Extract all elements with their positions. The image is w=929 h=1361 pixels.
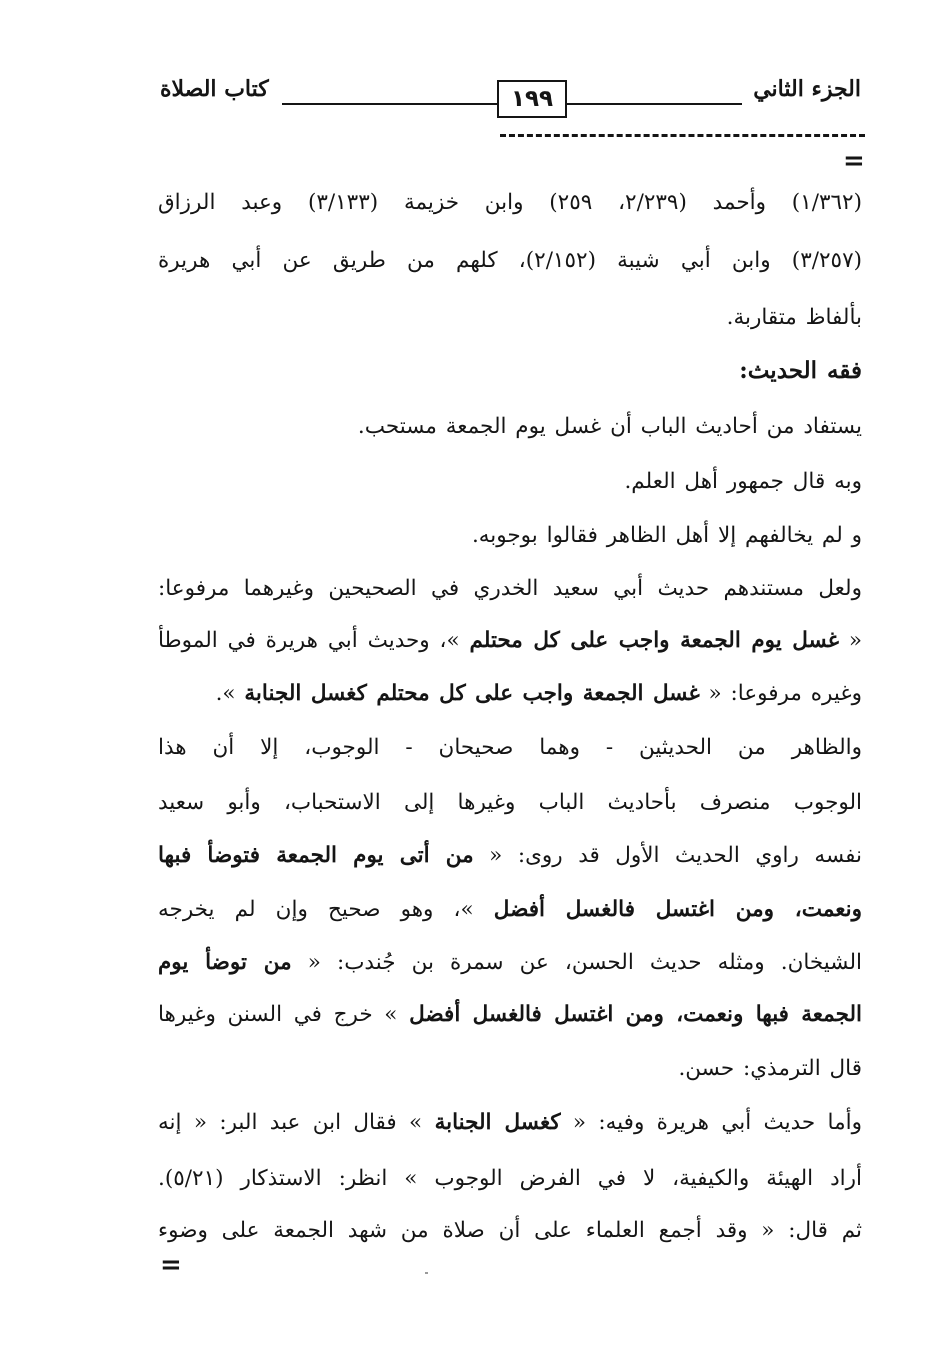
text-line-3: [727, 301, 862, 335]
continuation-mark-bottom: =: [160, 1250, 182, 1280]
text-run: «: [838, 628, 862, 653]
section-heading: [739, 354, 862, 388]
page-number: ١٩٩: [497, 80, 567, 118]
header-rule-left: [282, 103, 497, 105]
text-run: وأما حديث أبي هريرة وفيه: «: [560, 1110, 862, 1135]
text-line-11: [158, 731, 862, 765]
text-run: و لم يخالفهم إلا أهل الظاهر فقالوا بوجوبه.: [471, 523, 862, 548]
text-run: (١/٣٦٢) وأحمد (٢/٢٣٩، ٢٥٩) وابن خزيمة (٣/١٣٣) وعبد الرزاق: [158, 190, 862, 215]
text-run: ولعل مستندهم حديث أبي سعيد الخدري في الصحيحين وغيرهما مرفوعا:: [158, 576, 862, 601]
text-run: بألفاظ متقاربة.: [726, 305, 862, 330]
text-run: »، وهو صحيح وإن لم يخرجه: [158, 897, 494, 922]
text-line-8: [158, 572, 862, 606]
text-run: والظاهر من الحديثين - وهما صحيحان - الوجوب، إلا أن هذا: [158, 735, 862, 760]
text-run: »، وحديث أبي هريرة في الموطأ: [158, 628, 470, 653]
text-run: ثم قال: « وقد أجمع العلماء على أن صلاة من شهد الجمعة على وضوء: [158, 1218, 862, 1243]
text-line-2: [158, 244, 862, 278]
hadith-quote: ونعمت، ومن اغتسل فالغسل أفضل: [493, 897, 862, 922]
text-run: يستفاد من أحاديث الباب أن غسل يوم الجمعة مستحب.: [357, 414, 862, 439]
text-line-18: [158, 1106, 862, 1140]
text-line-9: [158, 624, 862, 658]
text-line-16: [158, 998, 862, 1032]
hadith-quote: غسل يوم الجمعة واجب على كل محتلم: [469, 628, 839, 653]
text-run: » فقال ابن عبد البر: « إنه: [158, 1110, 435, 1135]
scan-speck: [425, 1272, 428, 1274]
text-line-13: [158, 839, 862, 873]
running-header-book: كتاب الصلاة: [160, 76, 269, 102]
continuation-mark-top: =: [843, 146, 865, 176]
text-line-20: [158, 1214, 862, 1248]
hadith-quote: الجمعة فبها ونعمت، ومن اغتسل فالغسل أفضل: [409, 1002, 862, 1027]
text-line-17: [678, 1052, 862, 1086]
text-line-14: [158, 893, 862, 927]
text-line-5: [358, 410, 862, 444]
hadith-quote: غسل الجمعة واجب على كل محتلم كغسل الجنابة: [244, 681, 700, 706]
text-run: الوجوب منصرف بأحاديث الباب وغيرها إلى الاستحباب، وأبو سعيد: [158, 790, 862, 815]
text-line-1: [158, 186, 862, 220]
text-run: قال الترمذي: حسن.: [678, 1056, 862, 1081]
text-run: نفسه راوي الحديث الأول قد روى: «: [473, 843, 862, 868]
text-run: ».: [215, 681, 245, 706]
text-line-19: [158, 1162, 862, 1196]
text-line-12: [158, 786, 862, 820]
text-line-6: [624, 465, 862, 499]
text-run: وبه قال جمهور أهل العلم.: [624, 469, 862, 494]
running-header-part: الجزء الثاني: [753, 76, 861, 102]
text-run: الشيخان. ومثله حديث الحسن، عن سمرة بن جُندب: «: [291, 950, 862, 975]
text-run: » خرج في السنن وغيرها: [158, 1002, 410, 1027]
header-rule-right: [567, 103, 742, 105]
text-line-15: [158, 946, 862, 980]
text-run: (٣/٢٥٧) وابن أبي شيبة (٢/١٥٢)، كلهم من طريق عن أبي هريرة: [158, 248, 863, 273]
text-line-7: [472, 519, 862, 553]
text-run: أراد الهيئة والكيفية، لا في الفرض الوجوب » انظر: الاستذكار (٥/٢١).: [158, 1166, 862, 1191]
hadith-quote: من أتى يوم الجمعة فتوضأ فبها: [158, 843, 474, 868]
text-line-10: [216, 677, 862, 711]
footnote-separator: [500, 134, 865, 137]
heading-text: فقه الحديث:: [739, 357, 862, 384]
text-run: وغيره مرفوعا: «: [699, 681, 862, 706]
quoted-phrase: كغسل الجنابة: [434, 1110, 561, 1135]
hadith-quote: من توضأ يوم: [158, 950, 292, 975]
